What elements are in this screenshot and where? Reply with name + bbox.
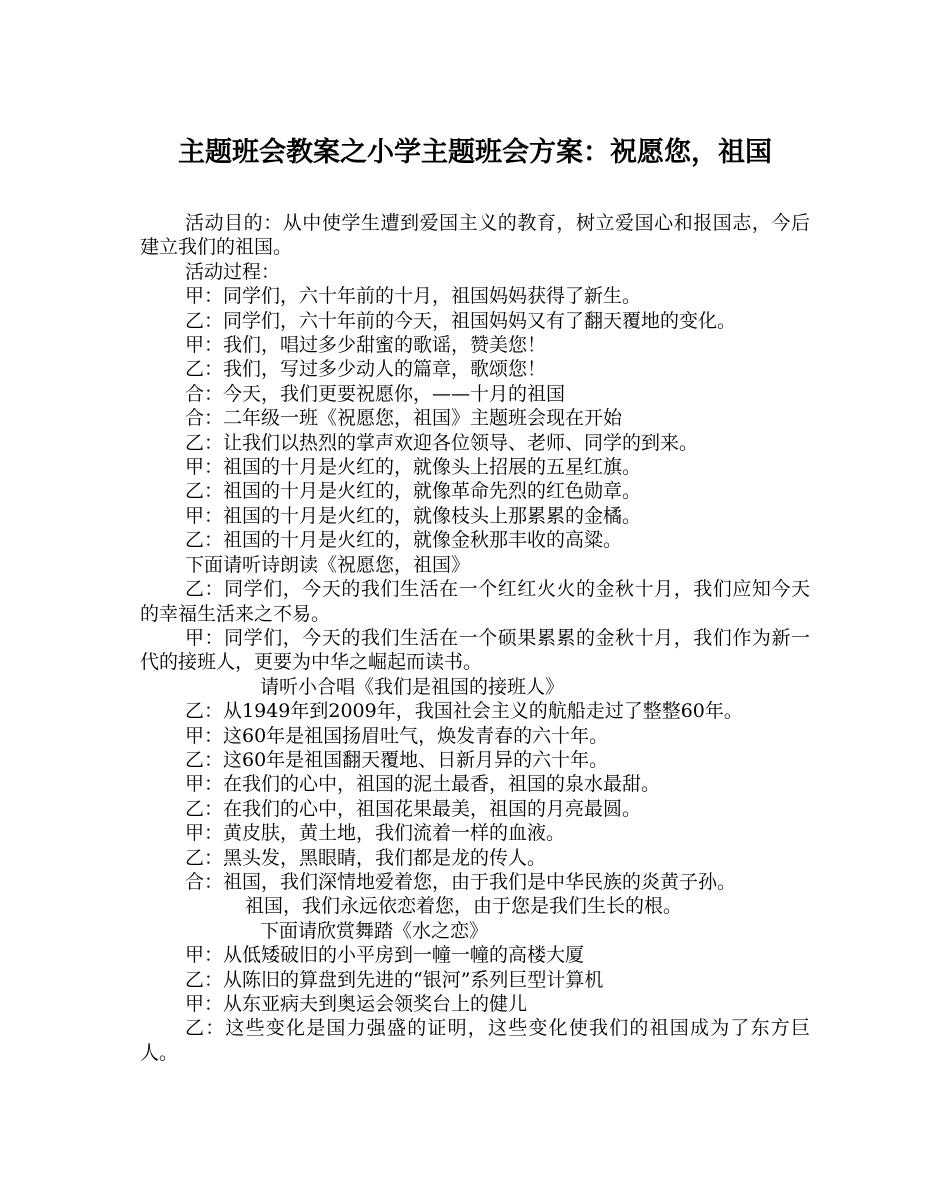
dialogue-line: 甲：从低矮破旧的小平房到一幢一幢的高楼大厦 xyxy=(185,944,585,967)
dialogue-line: 乙：这60年是祖国翻天覆地、日新月异的六十年。 xyxy=(185,748,609,771)
dialogue-line: 合：今天，我们更要祝愿你，——十月的祖国 xyxy=(185,382,566,405)
program-announcement: 下面请欣赏舞踏《水之恋》 xyxy=(260,919,489,942)
dialogue-line: 乙：从陈旧的算盘到先进的“银河”系列巨型计算机 xyxy=(185,968,604,991)
dialogue-line: 乙：在我们的心中，祖国花果最美，祖国的月亮最圆。 xyxy=(185,797,642,820)
dialogue-line: 合：二年级一班《祝愿您，祖国》主题班会现在开始 xyxy=(185,407,623,430)
dialogue-line: 乙：同学们，今天的我们生活在一个红红火火的金秋十月，我们应知今天的幸福生活来之不易。 xyxy=(140,578,810,625)
dialogue-line: 甲：从东亚病夫到奥运会领奖台上的健儿 xyxy=(185,993,528,1015)
document-title: 主题班会教案之小学主题班会方案：祝愿您，祖国 xyxy=(178,137,772,168)
dialogue-line: 甲：同学们，今天的我们生活在一个硕果累累的金秋十月，我们作为新一代的接班人，更要为中华之崛起而读书。 xyxy=(140,626,810,674)
document-body xyxy=(140,211,810,1065)
dialogue-line: 甲：同学们，六十年前的十月，祖国妈妈获得了新生。 xyxy=(185,285,642,308)
dialogue-line: 甲：在我们的心中，祖国的泥土最香，祖国的泉水最甜。 xyxy=(185,773,661,796)
dialogue-line: 乙：这些变化是国力强盛的证明，这些变化使我们的祖国成为了东方巨人。 xyxy=(140,1017,810,1064)
dialogue-line: 甲：祖国的十月是火红的，就像头上招展的五星红旗。 xyxy=(185,456,642,479)
dialogue-line: 乙：让我们以热烈的掌声欢迎各位领导、老师、同学的到来。 xyxy=(185,431,699,454)
paragraph-purpose: 活动目的：从中使学生遭到爱国主义的教育，树立爱国心和报国志，今后建立我们的祖国。 xyxy=(140,212,810,259)
dialogue-line: 乙：我们，写过多少动人的篇章，歌颂您！ xyxy=(185,358,547,381)
dialogue-line: 乙：从1949年到2009年，我国社会主义的航船走过了整整60年。 xyxy=(185,700,743,723)
dialogue-line: 乙：祖国的十月是火红的，就像金秋那丰收的高粱。 xyxy=(185,529,623,552)
dialogue-line: 甲：这60年是祖国扬眉吐气，焕发青春的六十年。 xyxy=(185,724,609,747)
dialogue-line: 甲：我们，唱过多少甜蜜的歌谣，赞美您！ xyxy=(185,334,547,357)
dialogue-line: 乙：祖国的十月是火红的，就像革命先烈的红色勋章。 xyxy=(185,480,642,503)
dialogue-line: 乙：黑头发，黑眼睛，我们都是龙的传人。 xyxy=(185,846,547,869)
dialogue-line: 乙：同学们，六十年前的今天，祖国妈妈又有了翻天覆地的变化。 xyxy=(185,309,737,332)
paragraph-process-heading: 活动过程： xyxy=(185,260,281,283)
program-announcement: 下面请听诗朗读《祝愿您，祖国》 xyxy=(185,553,471,576)
dialogue-line: 甲：祖国的十月是火红的，就像枝头上那累累的金橘。 xyxy=(185,504,642,527)
program-announcement: 请听小合唱《我们是祖国的接班人》 xyxy=(260,675,565,698)
dialogue-line: 甲：黄皮肤，黄土地，我们流着一样的血液。 xyxy=(185,822,566,845)
dialogue-continuation: 祖国，我们永远依恋着您，由于您是我们生长的根。 xyxy=(245,895,683,918)
dialogue-line: 合：祖国，我们深情地爱着您，由于我们是中华民族的炎黄子孙。 xyxy=(185,870,737,893)
